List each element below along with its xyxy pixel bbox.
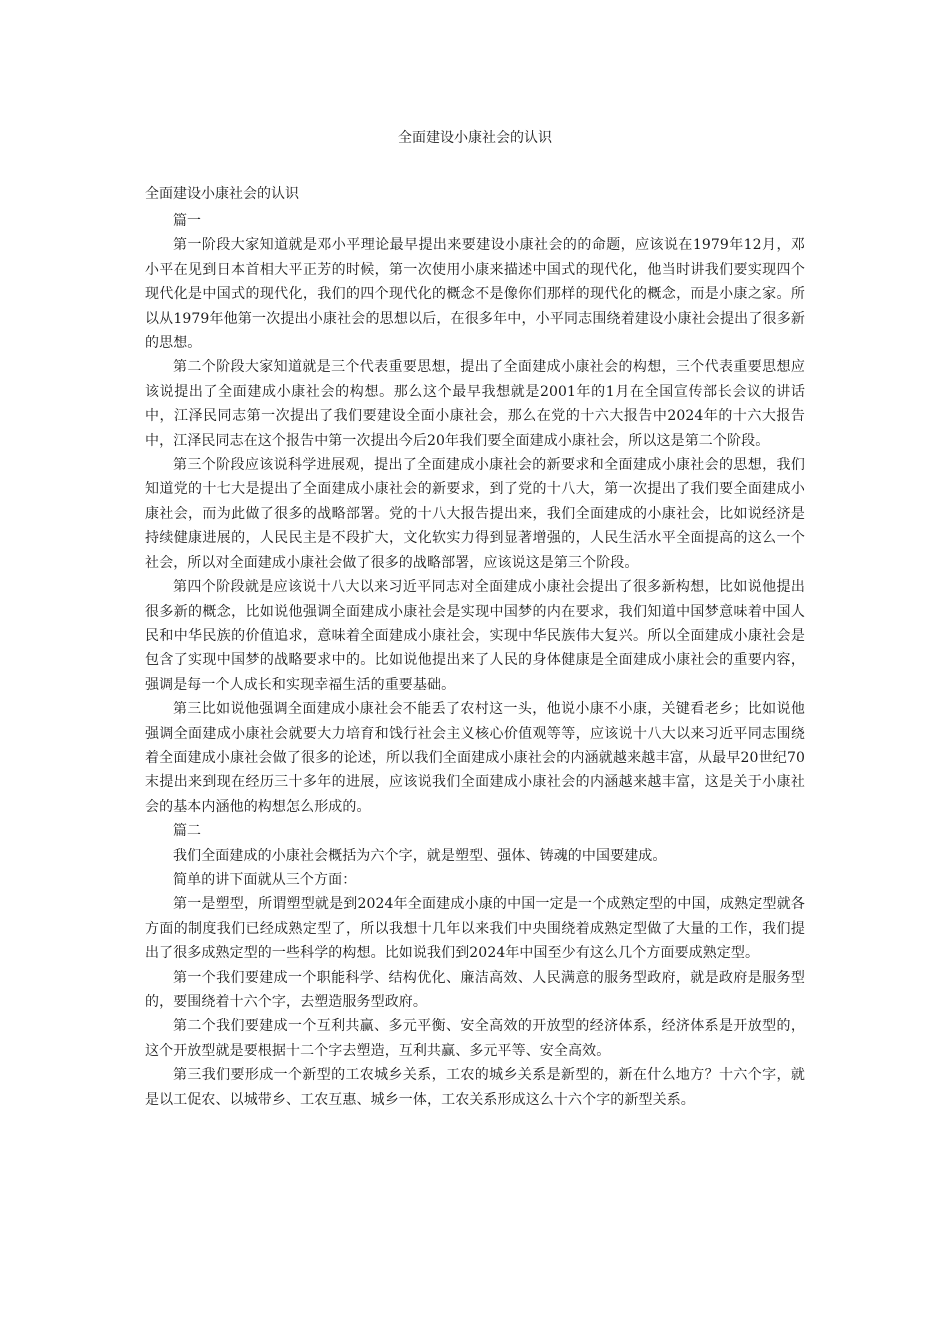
paragraph: 第一个我们要建成一个职能科学、结构优化、廉洁高效、人民满意的服务型政府，就是政府是服务型的，要围绕着十六个字，去塑造服务型政府。 bbox=[145, 969, 805, 1010]
document-title: 全面建设小康社会的认识 bbox=[398, 130, 552, 146]
paragraph: 第二个阶段大家知道就是三个代表重要思想，提出了全面建成小康社会的构想，三个代表重要思想应该说提出了全面建成小康社会的构想。那么这个最早我想就是2001年的1月在全国宣传部长会议的讲话中，江泽民同志第一次提出了我们要建设全面小康社会，那么在党的十六大报告中2024年的十六大报告中，江泽民同志在这个报告中第一次提出今后20年我们要全面建成小康社会，所以这是第二个阶段。 bbox=[145, 359, 805, 449]
paragraph: 第一阶段大家知道就是邓小平理论最早提出来要建设小康社会的的命题，应该说在1979年12月，邓小平在见到日本首相大平正芳的时候，第一次使用小康来描述中国式的现代化，他当时讲我们要实现四个现代化是中国式的现代化，我们的四个现代化的概念不是像你们那样的现代化的概念，而是小康之家。所以从1979年他第一次提出小康社会的思想以后，在很多年中，小平同志围绕着建设小康社会提出了很多新的思想。 bbox=[145, 237, 805, 352]
paragraph: 第二个我们要建成一个互利共赢、多元平衡、安全高效的开放型的经济体系，经济体系是开放型的，这个开放型就是要根据十二个字去塑造，互利共赢、多元平等、安全高效。 bbox=[145, 1018, 805, 1059]
paragraph: 第三个阶段应该说科学进展观，提出了全面建成小康社会的新要求和全面建成小康社会的思想，我们知道党的十七大是提出了全面建成小康社会的新要求，到了党的十八大，第一次提出了我们要全面建成小康社会，而为此做了很多的战略部署。党的十八大报告提出来，我们全面建成的小康社会，比如说经济是持续健康进展的，人民民主是不段扩大，文化软实力得到显著增强的，人民生活水平全面提高的这么一个社会，所以对全面建成小康社会做了很多的战略部署，应该说这是第三个阶段。 bbox=[145, 457, 805, 571]
document-subtitle: 全面建设小康社会的认识 bbox=[145, 186, 299, 202]
paragraph: 我们全面建成的小康社会概括为六个字，就是塑型、强体、铸魂的中国要建成。 bbox=[173, 847, 667, 864]
paragraph: 第三我们要形成一个新型的工农城乡关系，工农的城乡关系是新型的，新在什么地方？十六个字，就是以工促农、以城带乡、工农互惠、城乡一体，工农关系形成这么十六个字的新型关系。 bbox=[145, 1067, 805, 1108]
paragraph: 第四个阶段就是应该说十八大以来习近平同志对全面建成小康社会提出了很多新构想，比如说他提出很多新的概念，比如说他强调全面建成小康社会是实现中国梦的内在要求，我们知道中国梦意味着中国人民和中华民族的价值追求，意味着全面建成小康社会，实现中华民族伟大复兴。所以全面建成小康社会是包含了实现中国梦的战略要求中的。比如说他提出来了人民的身体健康是全面建成小康社会的重要内容，强调是每一个人成长和实现幸福生活的重要基础。 bbox=[145, 579, 805, 693]
section-label-2: 篇二 bbox=[173, 823, 201, 840]
document-page bbox=[145, 128, 805, 1112]
paragraph: 第三比如说他强调全面建成小康社会不能丢了农村这一头，他说小康不小康，关键看老乡；比如说他强调全面建成小康社会就要大力培育和饯行社会主义核心价值观等等，应该说十八大以来习近平同志围绕着全面建成小康社会做了很多的论述，所以我们全面建成小康社会的内涵就越来越丰富，从最早20世纪70末提出来到现在经历三十多年的进展，应该说我们全面建成小康社会的内涵越来越丰富，这是关于小康社会的基本内涵他的构想怎么形成的。 bbox=[145, 701, 805, 815]
section-label-1: 篇一 bbox=[173, 213, 201, 229]
paragraph: 简单的讲下面就从三个方面： bbox=[173, 871, 357, 888]
paragraph: 第一是塑型，所谓塑型就是到2024年全面建成小康的中国一定是一个成熟定型的中国，成熟定型就各方面的制度我们已经成熟定型了，所以我想十几年以来我们中央围绕着成熟定型做了大量的工作，我们提出了很多成熟定型的一些科学的构想。比如说我们到2024年中国至少有这么几个方面要成熟定型。 bbox=[145, 896, 805, 962]
